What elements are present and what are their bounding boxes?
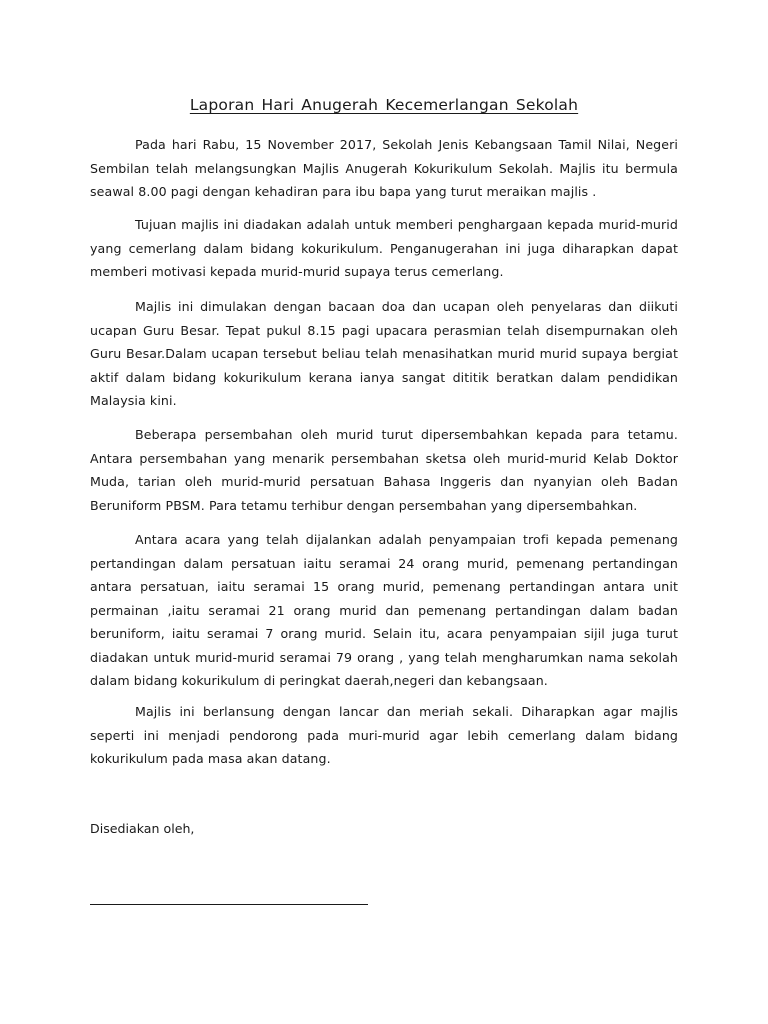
document-title: Laporan Hari Anugerah Kecemerlangan Sekolah xyxy=(189,96,579,114)
prepared-by-label: Disediakan oleh, xyxy=(90,821,195,836)
paragraph-performances: Beberapa persembahan oleh murid turut dipersembahkan kepada para tetamu. Antara persembahan yang menarik persembahan sketsa oleh murid-murid Kelab Doktor Muda, tarian oleh murid-murid persatuan Bahasa Inggeris dan nyanyian oleh Badan Beruniform PBSM. Para tetamu terhibur dengan persembahan yang dipersembahkan. xyxy=(90,427,678,513)
paragraph-opening-ceremony: Majlis ini dimulakan dengan bacaan doa dan ucapan oleh penyelaras dan diikuti ucapan Guru Besar. Tepat pukul 8.15 pagi upacara perasmian telah disempurnakan oleh Guru Besar.Dalam ucapan tersebut beliau telah menasihatkan murid murid supaya bergiat aktif dalam bidang kokurikulum kerana ianya sangat dititik beratkan dalam pendidikan Malaysia kini. xyxy=(90,299,678,408)
signature-line xyxy=(90,904,368,905)
paragraph-awards: Antara acara yang telah dijalankan adalah penyampaian trofi kepada pemenang pertandingan dalam persatuan iaitu seramai 24 orang murid, pemenang pertandingan antara persatuan, iaitu seramai 15 orang murid, pemenang pertandingan antara unit permainan ,iaitu seramai 21 orang murid dan pemenang pertandingan dalam badan beruniform, iaitu seramai 7 orang murid. Selain itu, acara penyampaian sijil juga turut diadakan untuk murid-murid seramai 79 orang , yang telah mengharumkan nama sekolah dalam bidang kokurikulum di peringkat daerah,negeri dan kebangsaan. xyxy=(90,532,678,688)
paragraph-purpose: Tujuan majlis ini diadakan adalah untuk memberi penghargaan kepada murid-murid yang cemerlang dalam bidang kokurikulum. Penganugerahan ini juga diharapkan dapat memberi motivasi kepada murid-murid supaya terus cemerlang. xyxy=(90,217,678,279)
paragraph-conclusion: Majlis ini berlansung dengan lancar dan meriah sekali. Diharapkan agar majlis seperti ini menjadi pendorong pada muri-murid agar lebih cemerlang dalam bidang kokurikulum pada masa akan datang. xyxy=(90,704,678,766)
paragraph-introduction: Pada hari Rabu, 15 November 2017, Sekolah Jenis Kebangsaan Tamil Nilai, Negeri Sembilan telah melangsungkan Majlis Anugerah Kokurikulum Sekolah. Majlis itu bermula seawal 8.00 pagi dengan kehadiran para ibu bapa yang turut meraikan majlis . xyxy=(90,137,678,199)
